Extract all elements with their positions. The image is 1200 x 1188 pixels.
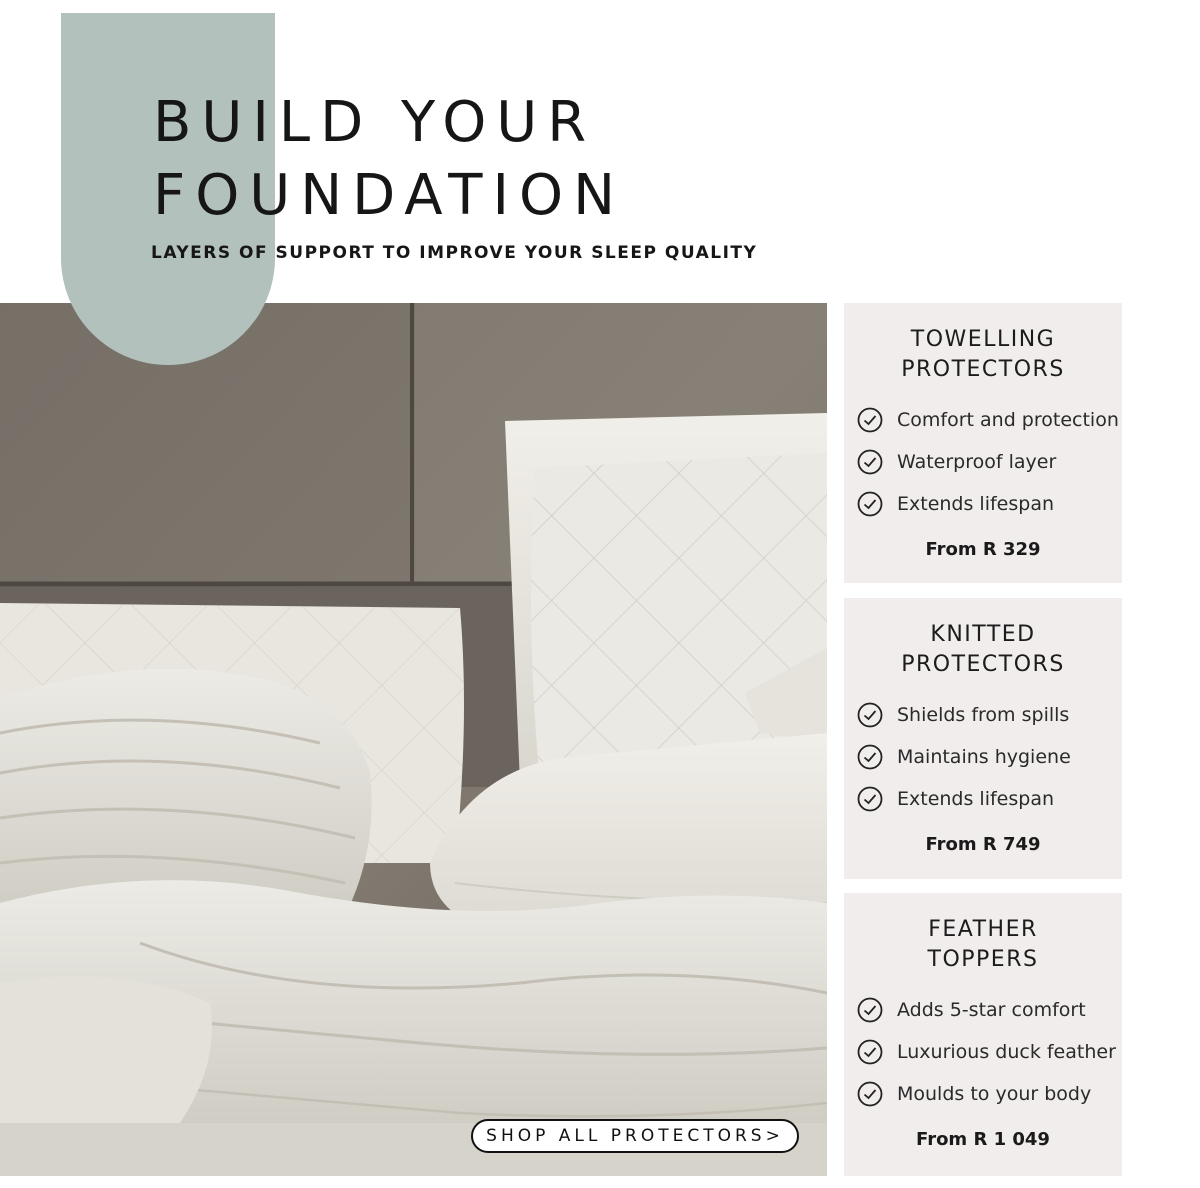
product-card-title-line-1: TOWELLING bbox=[910, 327, 1056, 352]
check-circle-icon bbox=[857, 744, 883, 770]
hero-image bbox=[0, 303, 827, 1176]
product-card-knitted-protectors[interactable] bbox=[844, 598, 1122, 879]
product-price: From R 749 bbox=[925, 834, 1041, 855]
product-card-title-line-2: PROTECTORS bbox=[901, 357, 1065, 382]
feature-item bbox=[857, 483, 1122, 525]
feature-item bbox=[857, 441, 1122, 483]
feature-text: Extends lifespan bbox=[897, 788, 1055, 810]
feature-text: Moulds to your body bbox=[897, 1083, 1092, 1105]
feature-item bbox=[857, 736, 1122, 778]
page-title bbox=[153, 86, 625, 232]
product-card-towelling-protectors[interactable] bbox=[844, 303, 1122, 583]
feature-text: Extends lifespan bbox=[897, 493, 1055, 515]
feature-text: Shields from spills bbox=[897, 704, 1070, 726]
feature-item bbox=[857, 989, 1122, 1031]
product-card-title-line-2: PROTECTORS bbox=[901, 652, 1065, 677]
check-circle-icon bbox=[857, 491, 883, 517]
feature-item bbox=[857, 778, 1122, 820]
page-title-line-1: BUILD YOUR bbox=[153, 90, 597, 155]
feature-item bbox=[857, 694, 1122, 736]
check-circle-icon bbox=[857, 1081, 883, 1107]
feature-item bbox=[857, 1031, 1122, 1073]
product-card-title bbox=[844, 915, 1122, 975]
feature-text: Comfort and protection bbox=[897, 409, 1119, 431]
product-price: From R 329 bbox=[925, 539, 1041, 560]
check-circle-icon bbox=[857, 997, 883, 1023]
check-circle-icon bbox=[857, 702, 883, 728]
feature-list bbox=[844, 694, 1122, 820]
feature-text: Maintains hygiene bbox=[897, 746, 1071, 768]
product-card-title-line-1: KNITTED bbox=[930, 622, 1036, 647]
check-circle-icon bbox=[857, 786, 883, 812]
feature-text: Luxurious duck feather bbox=[897, 1041, 1116, 1063]
product-card-title-line-2: TOPPERS bbox=[927, 947, 1039, 972]
product-price: From R 1 049 bbox=[916, 1129, 1050, 1150]
feature-text: Adds 5-star comfort bbox=[897, 999, 1086, 1021]
feature-list bbox=[844, 989, 1122, 1115]
check-circle-icon bbox=[857, 1039, 883, 1065]
product-card-title-line-1: FEATHER bbox=[928, 917, 1038, 942]
page-subtitle: LAYERS OF SUPPORT TO IMPROVE YOUR SLEEP QUALITY bbox=[151, 243, 758, 263]
feature-item bbox=[857, 1073, 1122, 1115]
page-title-line-2: FOUNDATION bbox=[153, 163, 625, 228]
check-circle-icon bbox=[857, 449, 883, 475]
check-circle-icon bbox=[857, 407, 883, 433]
feature-list bbox=[844, 399, 1122, 525]
product-card-title bbox=[844, 620, 1122, 680]
product-card-feather-toppers[interactable] bbox=[844, 893, 1122, 1176]
product-card-title bbox=[844, 325, 1122, 385]
shop-all-protectors-button[interactable]: SHOP ALL PROTECTORS> bbox=[471, 1119, 799, 1153]
feature-item bbox=[857, 399, 1122, 441]
feature-text: Waterproof layer bbox=[897, 451, 1057, 473]
